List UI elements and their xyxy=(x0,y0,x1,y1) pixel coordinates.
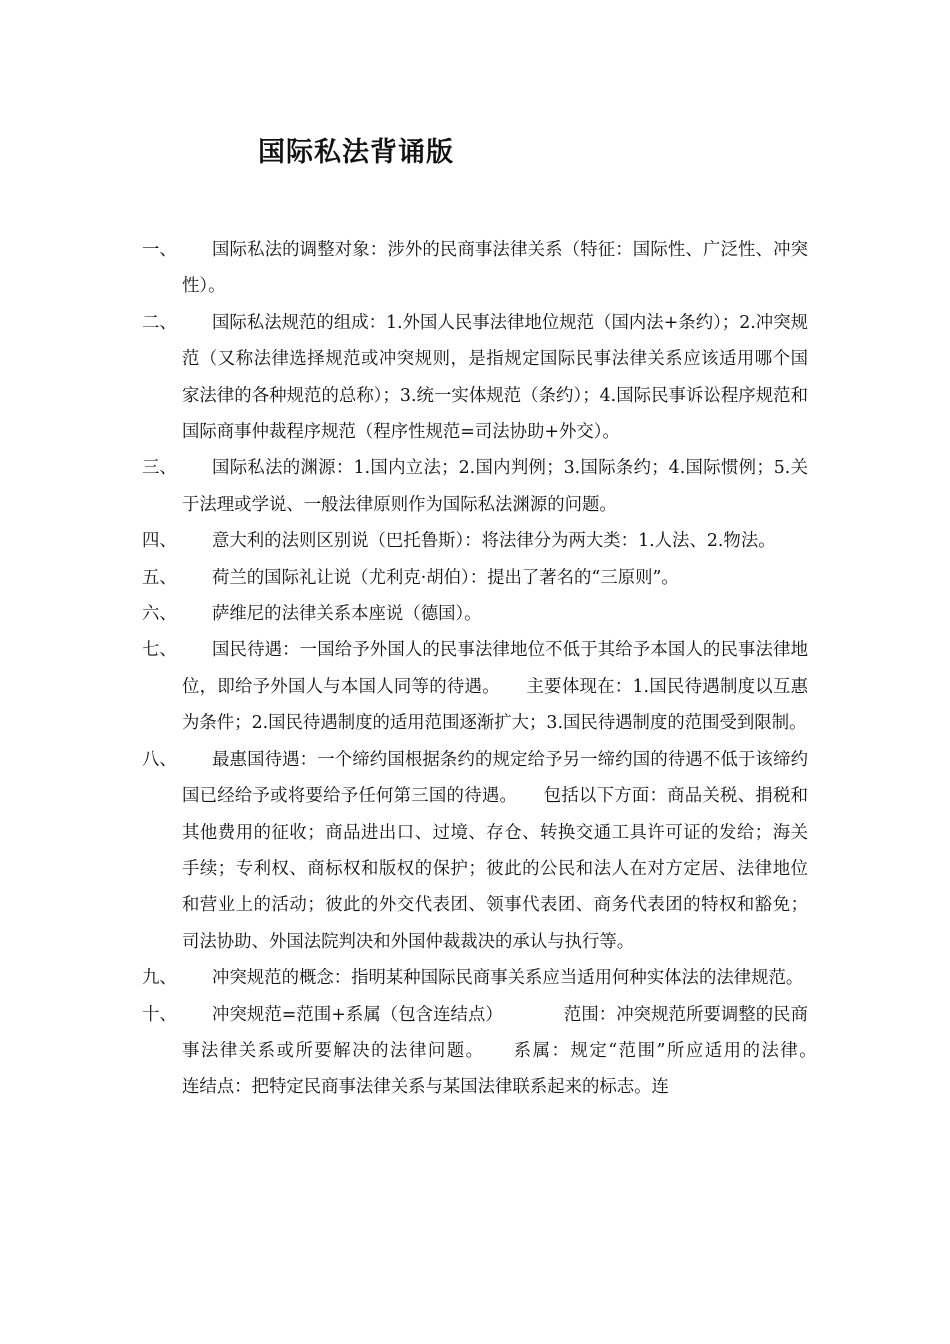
list-item xyxy=(142,742,808,960)
item-text: 荷兰的国际礼让说（尤利克·胡伯）：提出了著名的“三原则”。 xyxy=(212,567,679,588)
item-text: 国际私法的渊源：1.国内立法；2.国内判例；3.国际条约；4.国际惯例；5.关于法理或学说、一般法律原则作为国际私法渊源的问题。 xyxy=(182,458,808,515)
item-number: 十、 xyxy=(142,1004,177,1025)
list-item xyxy=(142,305,808,451)
item-text: 意大利的法则区别说（巴托鲁斯）：将法律分为两大类：1.人法、2.物法。 xyxy=(212,531,776,552)
item-number: 三、 xyxy=(142,458,177,479)
item-number: 九、 xyxy=(142,968,177,989)
item-number: 五、 xyxy=(142,567,177,588)
list-item xyxy=(142,960,808,996)
list-item xyxy=(142,560,808,596)
list-item xyxy=(142,596,808,632)
list-item xyxy=(142,523,808,559)
item-number: 八、 xyxy=(142,749,177,770)
list-item xyxy=(142,232,808,305)
list-item xyxy=(142,632,808,741)
list-item xyxy=(142,450,808,523)
item-text: 国际私法的调整对象：涉外的民商事法律关系（特征：国际性、广泛性、冲突性）。 xyxy=(182,240,808,297)
item-text: 最惠国待遇：一个缔约国根据条约的规定给予另一缔约国的待遇不低于该缔约国已经给予或将要给予任何第三国的待遇。 包括以下方面：商品关税、捐税和其他费用的征收；商品进出口、过境、存仓、转换交通工具许可证的发给；海关手续；专利权、商标权和版权的保护；彼此的公民和法人在对方定居、法律地位和营业上的活动；彼此的外交代表团、领事代表团、商务代表团的特权和豁免；司法协助、外国法院判决和外国仲裁裁决的承认与执行等。 xyxy=(182,749,808,952)
item-number: 七、 xyxy=(142,640,177,661)
item-number: 二、 xyxy=(142,312,177,333)
item-number: 四、 xyxy=(142,531,177,552)
item-number: 一、 xyxy=(142,240,177,260)
item-number: 六、 xyxy=(142,604,177,625)
numbered-list xyxy=(142,232,843,1106)
item-text: 国民待遇：一国给予外国人的民事法律地位不低于其给予本国人的民事法律地位，即给予外国人与本国人同等的待遇。 主要体现在：1.国民待遇制度以互惠为条件；2.国民待遇制度的适用范围逐渐扩大；3.国民待遇制度的范围受到限制。 xyxy=(182,640,808,734)
list-item xyxy=(142,997,843,1106)
document-title: 国际私法背诵版 xyxy=(258,137,454,168)
item-text: 冲突规范=范围+系属（包含连结点） 范围：冲突规范所要调整的民商事法律关系或所要解决的法律问题。 系属：规定“范围”所应适用的法律。 连结点：把特定民商事法律关系与某国法律联系起来的标志。连 xyxy=(182,1004,843,1098)
item-text: 冲突规范的概念：指明某种国际民商事关系应当适用何种实体法的法律规范。 xyxy=(212,968,804,989)
item-text: 萨维尼的法律关系本座说（德国）。 xyxy=(212,604,482,625)
item-text: 国际私法规范的组成：1.外国人民事法律地位规范（国内法+条约）；2.冲突规范（又称法律选择规范或冲突规则，是指规定国际民事法律关系应该适用哪个国家法律的各种规范的总称）；3.统一实体规范（条约）；4.国际民事诉讼程序规范和国际商事仲裁程序规范（程序性规范=司法协助+外交）。 xyxy=(182,312,808,443)
